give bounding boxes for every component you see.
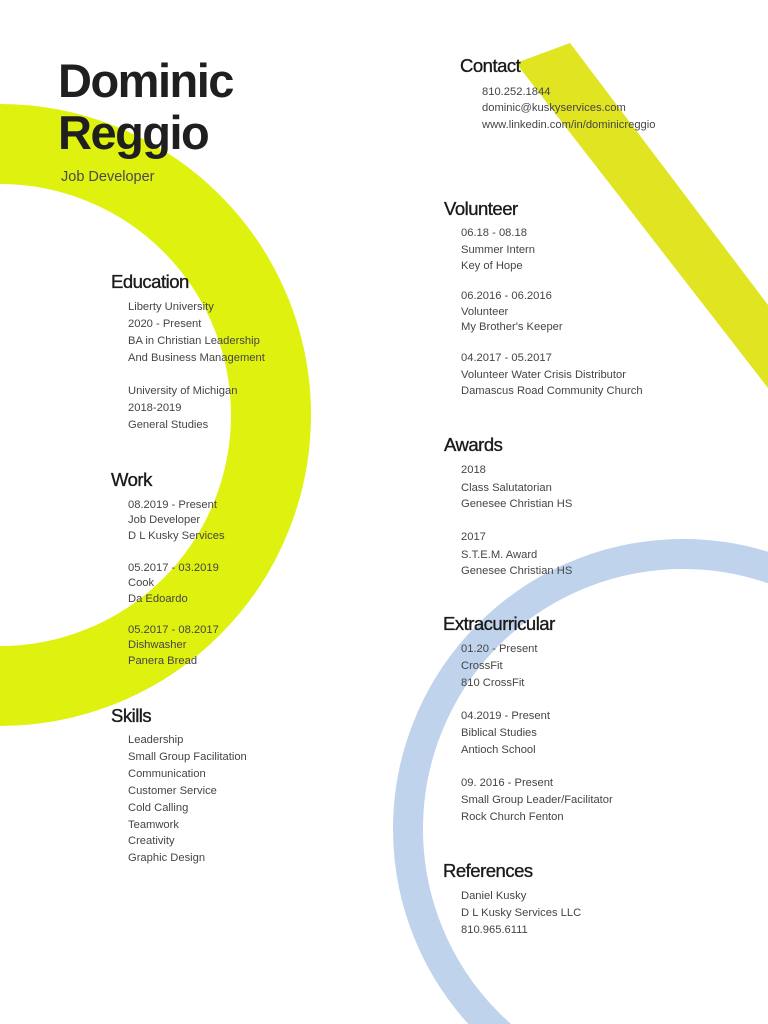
volunteer-dates: 06.2016 - 06.2016 [461,290,552,302]
skill-item: Leadership [128,734,184,746]
work-role: Cook [128,577,155,589]
extracurricular-org: Antioch School [461,744,536,756]
contact-heading: Contact [460,55,521,76]
education-school: Liberty University [128,301,214,313]
skill-item: Graphic Design [128,852,206,864]
first-name: Dominic [58,54,233,107]
references-heading: References [443,860,533,881]
education-dates: 2018-2019 [128,402,182,414]
work-role: Dishwasher [128,639,187,651]
volunteer-org: Key of Hope [461,260,523,272]
education-degree: General Studies [128,419,209,431]
extracurricular-dates: 04.2019 - Present [461,710,550,722]
award-org: Genesee Christian HS [461,498,573,510]
skill-item: Creativity [128,835,175,847]
volunteer-role: Volunteer [461,306,509,318]
award-year: 2017 [461,531,486,543]
extracurricular-org: Rock Church Fenton [461,811,564,823]
work-org: D L Kusky Services [128,530,225,542]
skill-item: Teamwork [128,819,179,831]
volunteer-dates: 06.18 - 08.18 [461,227,527,239]
volunteer-heading: Volunteer [444,198,518,219]
skills-heading: Skills [111,705,152,726]
extracurricular-heading: Extracurricular [443,613,555,634]
award-title: Class Salutatorian [461,482,552,494]
contact-email[interactable]: dominic@kuskyservices.com [482,102,626,114]
education-degree-cont: And Business Management [128,352,265,364]
volunteer-org: My Brother's Keeper [461,321,563,333]
work-org: Da Edoardo [128,593,188,605]
work-dates: 05.2017 - 08.2017 [128,624,219,636]
skill-item: Communication [128,768,206,780]
work-org: Panera Bread [128,655,198,667]
extracurricular-activity: Biblical Studies [461,727,537,739]
education-dates: 2020 - Present [128,318,202,330]
reference-phone[interactable]: 810.965.6111 [461,924,528,936]
volunteer-org: Damascus Road Community Church [461,385,643,397]
extracurricular-activity: Small Group Leader/Facilitator [461,794,613,806]
award-title: S.T.E.M. Award [461,549,538,561]
volunteer-dates: 04.2017 - 05.2017 [461,352,552,364]
contact-phone[interactable]: 810.252.1844 [482,86,551,98]
skill-item: Small Group Facilitation [128,751,247,763]
work-dates: 08.2019 - Present [128,499,217,511]
last-name: Reggio [58,106,209,159]
reference-company: D L Kusky Services LLC [461,907,582,919]
awards-heading: Awards [444,434,503,455]
work-role: Job Developer [128,514,201,526]
reference-name: Daniel Kusky [461,890,527,902]
extracurricular-org: 810 CrossFit [461,677,525,689]
skill-item: Cold Calling [128,802,189,814]
extracurricular-dates: 01.20 - Present [461,643,538,655]
education-heading: Education [111,271,189,292]
skill-item: Customer Service [128,785,217,797]
extracurricular-activity: CrossFit [461,660,503,672]
contact-linkedin[interactable]: www.linkedin.com/in/dominicreggio [482,119,656,131]
volunteer-role: Volunteer Water Crisis Distributor [461,369,626,381]
award-year: 2018 [461,464,486,476]
extracurricular-dates: 09. 2016 - Present [461,777,554,789]
education-degree: BA in Christian Leadership [128,335,260,347]
work-dates: 05.2017 - 03.2019 [128,562,219,574]
volunteer-role: Summer Intern [461,244,535,256]
work-heading: Work [111,469,152,490]
job-title: Job Developer [61,169,155,185]
education-school: University of Michigan [128,385,238,397]
award-org: Genesee Christian HS [461,565,573,577]
